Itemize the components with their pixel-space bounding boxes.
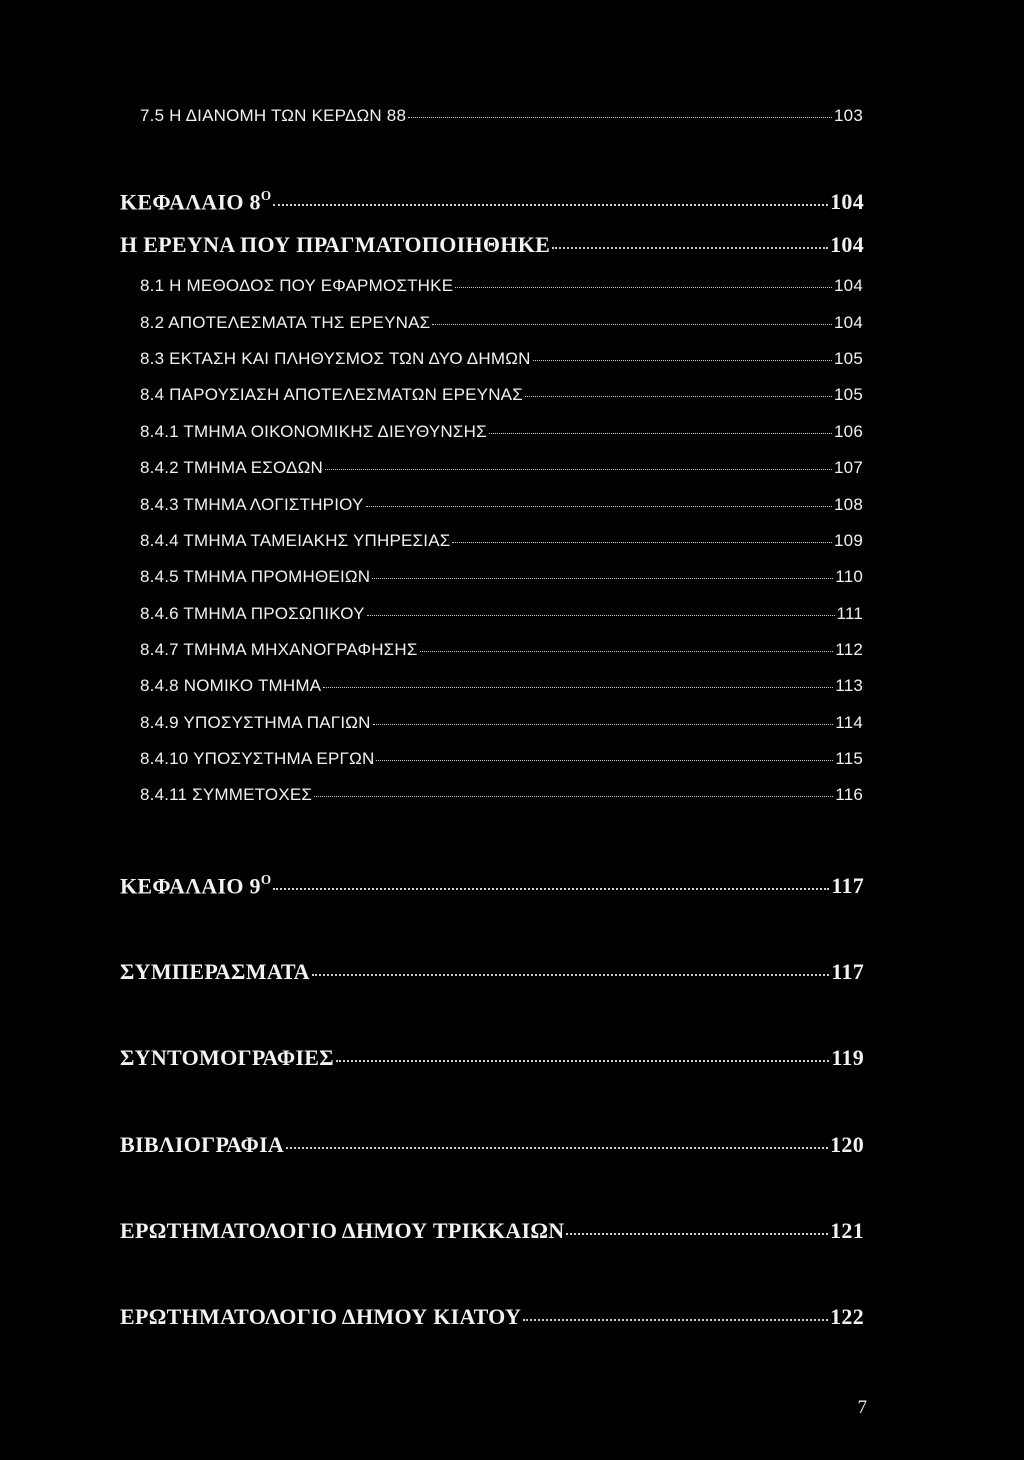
dot-leader xyxy=(455,287,832,288)
toc-label xyxy=(120,871,272,899)
toc-entry-8-4-5 xyxy=(140,568,863,585)
toc-entry-8-2 xyxy=(140,314,863,331)
dot-leader xyxy=(366,506,832,507)
toc-label: 8.4.9 ΥΠΟΣΥΣΤΗΜΑ ΠΑΓΙΩΝ xyxy=(140,713,371,732)
dot-leader xyxy=(432,324,832,325)
toc-entry-7-5 xyxy=(140,107,863,124)
toc-page: 104 xyxy=(834,313,863,332)
toc-label: 8.4.3 ΤΜΗΜΑ ΛΟΓΙΣΤΗΡΙΟΥ xyxy=(140,495,364,514)
dot-leader xyxy=(525,396,832,397)
toc-page: 119 xyxy=(831,1045,864,1070)
chapter-9-title: ΚΕΦΑΛΑΙΟ 9 xyxy=(120,873,261,899)
toc-label: 8.4.1 ΤΜΗΜΑ ΟΙΚΟΝΟΜΙΚΗΣ ΔΙΕΥΘΥΝΣΗΣ xyxy=(140,422,487,441)
toc-entry-8-4-2 xyxy=(140,459,863,476)
toc-label: 8.4.6 ΤΜΗΜΑ ΠΡΟΣΩΠΙΚΟΥ xyxy=(140,604,365,623)
toc-page: 121 xyxy=(830,1218,864,1243)
toc-page: 106 xyxy=(834,422,863,441)
dot-leader xyxy=(372,578,833,579)
toc-chapter-9 xyxy=(120,871,864,899)
toc-page: 114 xyxy=(835,713,863,732)
dot-leader xyxy=(552,247,828,249)
toc-page: 112 xyxy=(835,640,863,659)
dot-leader xyxy=(325,469,832,470)
toc-chapter-8 xyxy=(120,187,864,215)
toc-entry-8-4-6 xyxy=(140,605,863,622)
toc-questionnaire-kiato xyxy=(120,1306,864,1328)
toc-entry-8-4-4 xyxy=(140,532,863,549)
toc-page: 117 xyxy=(831,959,864,984)
dot-leader xyxy=(566,1233,828,1235)
toc-page: 110 xyxy=(835,567,863,586)
toc-entry-8-4-8 xyxy=(140,677,863,694)
toc-page: 117 xyxy=(831,873,864,899)
chapter-8-superscript: O xyxy=(260,187,272,203)
toc-page: 104 xyxy=(830,189,864,215)
toc-entry-8-4-10 xyxy=(140,750,863,767)
toc-page: 107 xyxy=(834,458,863,477)
toc-entry-8-4-11 xyxy=(140,786,863,803)
toc-page: 115 xyxy=(835,749,863,768)
toc-page: 113 xyxy=(835,676,863,695)
toc-conclusions xyxy=(120,961,864,983)
toc-research xyxy=(120,234,864,256)
dot-leader xyxy=(273,888,829,890)
toc-entry-8-3 xyxy=(140,350,863,367)
toc-page: 111 xyxy=(836,604,863,623)
toc-label: 8.4.4 ΤΜΗΜΑ ΤΑΜΕΙΑΚΗΣ ΥΠΗΡΕΣΙΑΣ xyxy=(140,531,451,550)
toc-page: 103 xyxy=(834,106,863,125)
dot-leader xyxy=(312,974,829,976)
toc-bibliography xyxy=(120,1134,864,1156)
toc-page: 108 xyxy=(834,495,863,514)
dot-leader xyxy=(373,724,834,725)
toc-page: 122 xyxy=(830,1304,864,1329)
toc-entry-8-4-9 xyxy=(140,714,863,731)
chapter-8-title: ΚΕΦΑΛΑΙΟ 8 xyxy=(120,189,261,215)
toc-page: 105 xyxy=(834,385,863,404)
dot-leader xyxy=(452,542,832,543)
toc-label: ΣΥΝΤΟΜΟΓΡΑΦΙΕΣ xyxy=(120,1045,334,1070)
toc-label: ΣΥΜΠΕΡΑΣΜΑΤΑ xyxy=(120,959,310,984)
dot-leader xyxy=(408,117,832,118)
toc-abbreviations xyxy=(120,1047,864,1069)
toc-page: 116 xyxy=(835,785,863,804)
toc-label: 8.4 ΠΑΡΟΥΣΙΑΣΗ ΑΠΟΤΕΛΕΣΜΑΤΩΝ ΕΡΕΥΝΑΣ xyxy=(140,385,523,404)
dot-leader xyxy=(367,615,835,616)
dot-leader xyxy=(336,1060,829,1062)
toc-label: ΕΡΩΤΗΜΑΤΟΛΟΓΙΟ ΔΗΜΟΥ ΤΡΙΚΚΑΙΩΝ xyxy=(120,1218,565,1243)
toc-page: 109 xyxy=(834,531,863,550)
dot-leader xyxy=(314,796,833,797)
toc-label: 8.4.5 ΤΜΗΜΑ ΠΡΟΜΗΘΕΙΩΝ xyxy=(140,567,371,586)
chapter-9-superscript: O xyxy=(260,871,272,887)
dot-leader xyxy=(420,651,834,652)
dot-leader xyxy=(523,1319,828,1321)
dot-leader xyxy=(286,1147,828,1149)
toc-questionnaire-trikala xyxy=(120,1220,864,1242)
toc-label: 8.3 ΕΚΤΑΣΗ ΚΑΙ ΠΛΗΘΥΣΜΟΣ ΤΩΝ ΔΥΟ ΔΗΜΩΝ xyxy=(140,349,531,368)
toc-entry-8-4-7 xyxy=(140,641,863,658)
toc-label: 8.1 Η ΜΕΘΟΔΟΣ ΠΟΥ ΕΦΑΡΜΟΣΤΗΚΕ xyxy=(140,276,454,295)
toc-label: 8.4.8 ΝΟΜΙΚΟ ΤΜΗΜΑ xyxy=(140,676,322,695)
toc-label: 8.4.2 ΤΜΗΜΑ ΕΣΟΔΩΝ xyxy=(140,458,323,477)
toc-entry-8-4-3 xyxy=(140,496,863,513)
toc-page: 120 xyxy=(830,1132,864,1157)
toc-entry-8-4 xyxy=(140,386,863,403)
dot-leader xyxy=(489,433,832,434)
page-number: 7 xyxy=(857,1397,867,1418)
toc-label xyxy=(120,187,272,215)
toc-label: 8.4.11 ΣΥΜΜΕΤΟΧΕΣ xyxy=(140,785,313,804)
dot-leader xyxy=(376,760,833,761)
toc-entry-8-1 xyxy=(140,277,863,294)
toc-label: ΒΙΒΛΙΟΓΡΑΦΙΑ xyxy=(120,1132,285,1157)
dot-leader xyxy=(273,204,828,206)
toc-label: 8.2 ΑΠΟΤΕΛΕΣΜΑΤΑ ΤΗΣ ΕΡΕΥΝΑΣ xyxy=(140,313,431,332)
toc-label: ΕΡΩΤΗΜΑΤΟΛΟΓΙΟ ΔΗΜΟΥ ΚΙΑΤΟΥ xyxy=(120,1304,522,1329)
dot-leader xyxy=(533,360,832,361)
toc-label: 8.4.10 ΥΠΟΣΥΣΤΗΜΑ ΕΡΓΩΝ xyxy=(140,749,375,768)
toc-entry-8-4-1 xyxy=(140,423,863,440)
toc-page: 105 xyxy=(834,349,863,368)
toc-label: 7.5 Η ΔΙΑΝΟΜΗ ΤΩΝ ΚΕΡΔΩΝ 88 xyxy=(140,106,407,125)
toc-page: 104 xyxy=(834,276,863,295)
toc-label: Η ΕΡΕΥΝΑ ΠΟΥ ΠΡΑΓΜΑΤΟΠΟΙΗΘΗΚΕ xyxy=(120,232,551,257)
toc-label: 8.4.7 ΤΜΗΜΑ ΜΗΧΑΝΟΓΡΑΦΗΣΗΣ xyxy=(140,640,418,659)
dot-leader xyxy=(323,687,833,688)
toc-page: 104 xyxy=(830,232,864,257)
